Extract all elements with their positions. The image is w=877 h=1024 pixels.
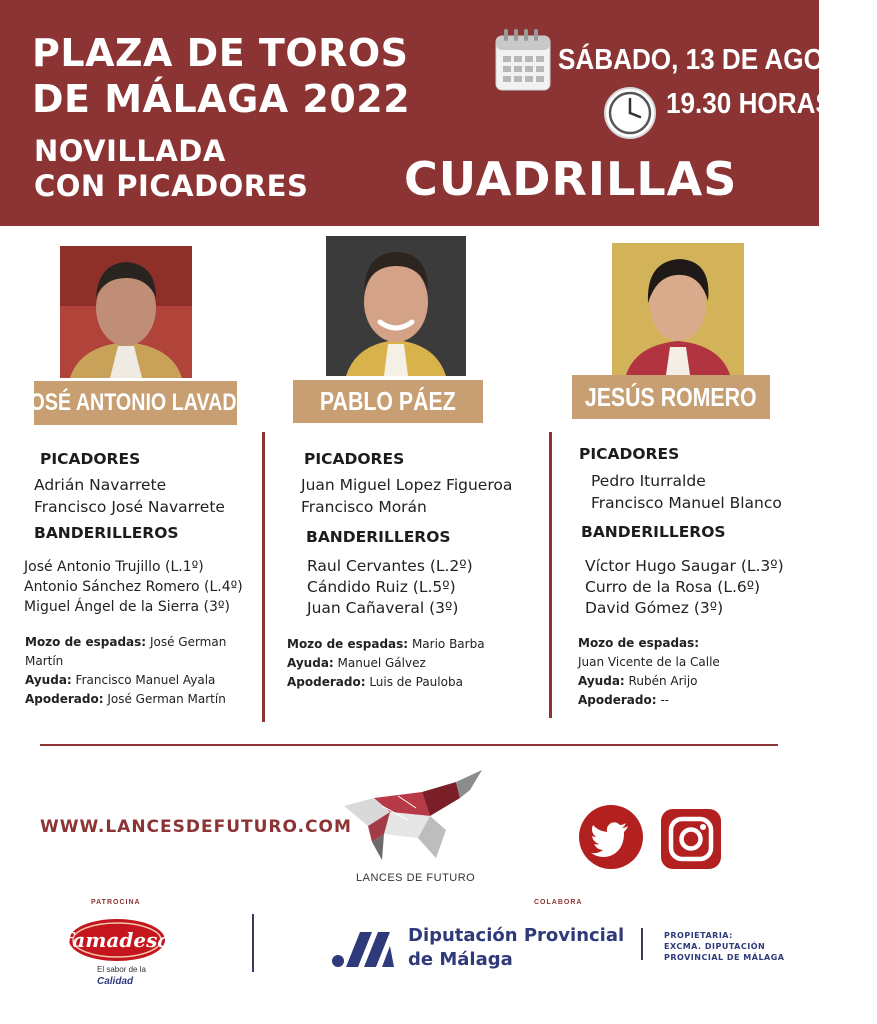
picadores-label-3: PICADORES [579,445,680,463]
apoderado-label: Apoderado: [25,692,104,706]
picadores-label-2: PICADORES [304,450,405,468]
website-link[interactable]: WWW.LANCESDEFUTURO.COM [40,817,352,837]
mozo-label: Mozo de espadas: [25,635,147,649]
collaborator-label: COLABORA [534,899,583,906]
section-title: CUADRILLAS [404,152,738,206]
instagram-icon[interactable] [660,808,722,870]
diputacion-logo-icon [332,928,400,968]
ayuda-label: Ayuda: [287,656,334,670]
mozo-row-3 [578,634,808,653]
ayuda-row-2 [287,654,537,673]
banderilleros-list-2 [307,556,473,619]
banderilleros-label-3: BANDERILLEROS [581,523,726,541]
list-item: Adrián Navarrete [34,476,167,494]
portrait-lavado [60,246,192,378]
event-title [32,30,410,122]
staff-details-1 [25,633,257,709]
mozo-row-2 [287,635,537,654]
banderilleros-list-3 [585,556,784,619]
sponsor-label: PATROCINA [91,899,141,906]
list-item: Francisco Manuel Blanco [591,494,782,512]
list-item: David Gómez (3º) [585,599,724,617]
ayuda-value: Rubén Arijo [628,674,698,688]
list-item: Pedro Iturralde [591,472,706,490]
event-date: SÁBADO, 13 DE AGOSTO [558,44,877,76]
owner-line-1: PROPIETARIA: [664,931,733,940]
banderilleros-list-1 [24,557,243,617]
footer-separator-2 [641,928,643,960]
list-item: Francisco José Navarrete [34,498,225,516]
banderilleros-label-2: BANDERILLEROS [306,528,451,546]
list-item: Curro de la Rosa (L.6º) [585,578,761,596]
collaborator-line-2: de Málaga [408,949,513,970]
event-time: 19.30 HORAS [666,88,833,120]
ayuda-label: Ayuda: [578,674,625,688]
mozo-value: Juan Vicente de la Calle [578,655,720,669]
apoderado-label: Apoderado: [287,675,366,689]
clock-icon [603,86,657,140]
apoderado-value: José German Martín [107,692,226,706]
banderilleros-label-1: BANDERILLEROS [34,524,179,542]
collaborator-name [408,924,624,972]
mozo-value: José German [149,635,227,649]
list-item: Cándido Ruiz (L.5º) [307,578,456,596]
name-box-paez [293,380,483,423]
ayuda-label: Ayuda: [25,673,72,687]
mozo-label: Mozo de espadas: [287,637,409,651]
collaborator-line-1: Diputación Provincial [408,925,625,946]
ayuda-row-1 [25,671,257,690]
subtitle-line-2: CON PICADORES [34,169,309,203]
event-subtitle [34,134,308,204]
title-line-1: PLAZA DE TOROS [32,31,409,75]
name-romero: JESÚS ROMERO [585,381,757,412]
ayuda-value: Francisco Manuel Ayala [75,673,216,687]
footer-separator-1 [252,914,254,972]
ayuda-value: Manuel Gálvez [337,656,426,670]
owner-text [664,930,784,963]
sponsor-tagline-2: Calidad [97,976,134,987]
subtitle-line-1: NOVILLADA [34,134,226,168]
picadores-list-3 [591,470,782,514]
name-box-romero [572,375,770,419]
apoderado-row-3 [578,691,808,710]
apoderado-value: -- [660,693,669,707]
name-paez: PABLO PÁEZ [320,386,456,416]
sponsor-tagline-1: El sabor de la [97,965,146,974]
column-divider-2 [549,432,552,718]
apoderado-row-2 [287,673,537,692]
staff-details-3 [578,634,808,710]
list-item: Antonio Sánchez Romero (L.4º) [24,579,243,595]
staff-details-2 [287,635,537,692]
calendar-icon [494,28,552,92]
picadores-list-1 [34,474,225,518]
portrait-paez [326,236,466,376]
portrait-romero [612,243,744,375]
owner-line-2: EXCMA. DIPUTACIÓN [664,942,766,951]
list-item: Miguel Ángel de la Sierra (3º) [24,599,230,615]
sponsor-name: famadesa [63,928,171,952]
picadores-label-1: PICADORES [40,450,141,468]
list-item: Juan Miguel Lopez Figueroa [301,476,513,494]
mozo-row-1 [25,633,257,652]
list-item: Raul Cervantes (L.2º) [307,557,473,575]
title-line-2: DE MÁLAGA 2022 [32,77,411,121]
apoderado-row-1 [25,690,257,709]
famadesa-logo [63,914,171,988]
list-item: Francisco Morán [301,498,427,516]
mozo-label: Mozo de espadas: [578,636,700,650]
list-item: José Antonio Trujillo (L.1º) [24,559,204,575]
list-item: Juan Cañaveral (3º) [307,599,459,617]
name-lavado: JOSÉ ANTONIO LAVADO [18,389,253,416]
list-item: Víctor Hugo Saugar (L.3º) [585,557,784,575]
owner-line-3: PROVINCIAL DE MÁLAGA [664,953,785,962]
picadores-list-2 [301,474,512,518]
mozo-row-1b: Martín [25,654,64,668]
apoderado-value: Luis de Pauloba [369,675,463,689]
brand-name: LANCES DE FUTURO [356,872,476,884]
header-banner [0,0,877,226]
name-box-lavado [18,381,253,425]
column-divider-1 [262,432,265,722]
section-divider [40,744,778,746]
twitter-icon[interactable] [578,804,644,870]
ayuda-row-3 [578,672,808,691]
bull-logo-icon [338,768,486,868]
apoderado-label: Apoderado: [578,693,657,707]
mozo-value: Mario Barba [411,637,485,651]
